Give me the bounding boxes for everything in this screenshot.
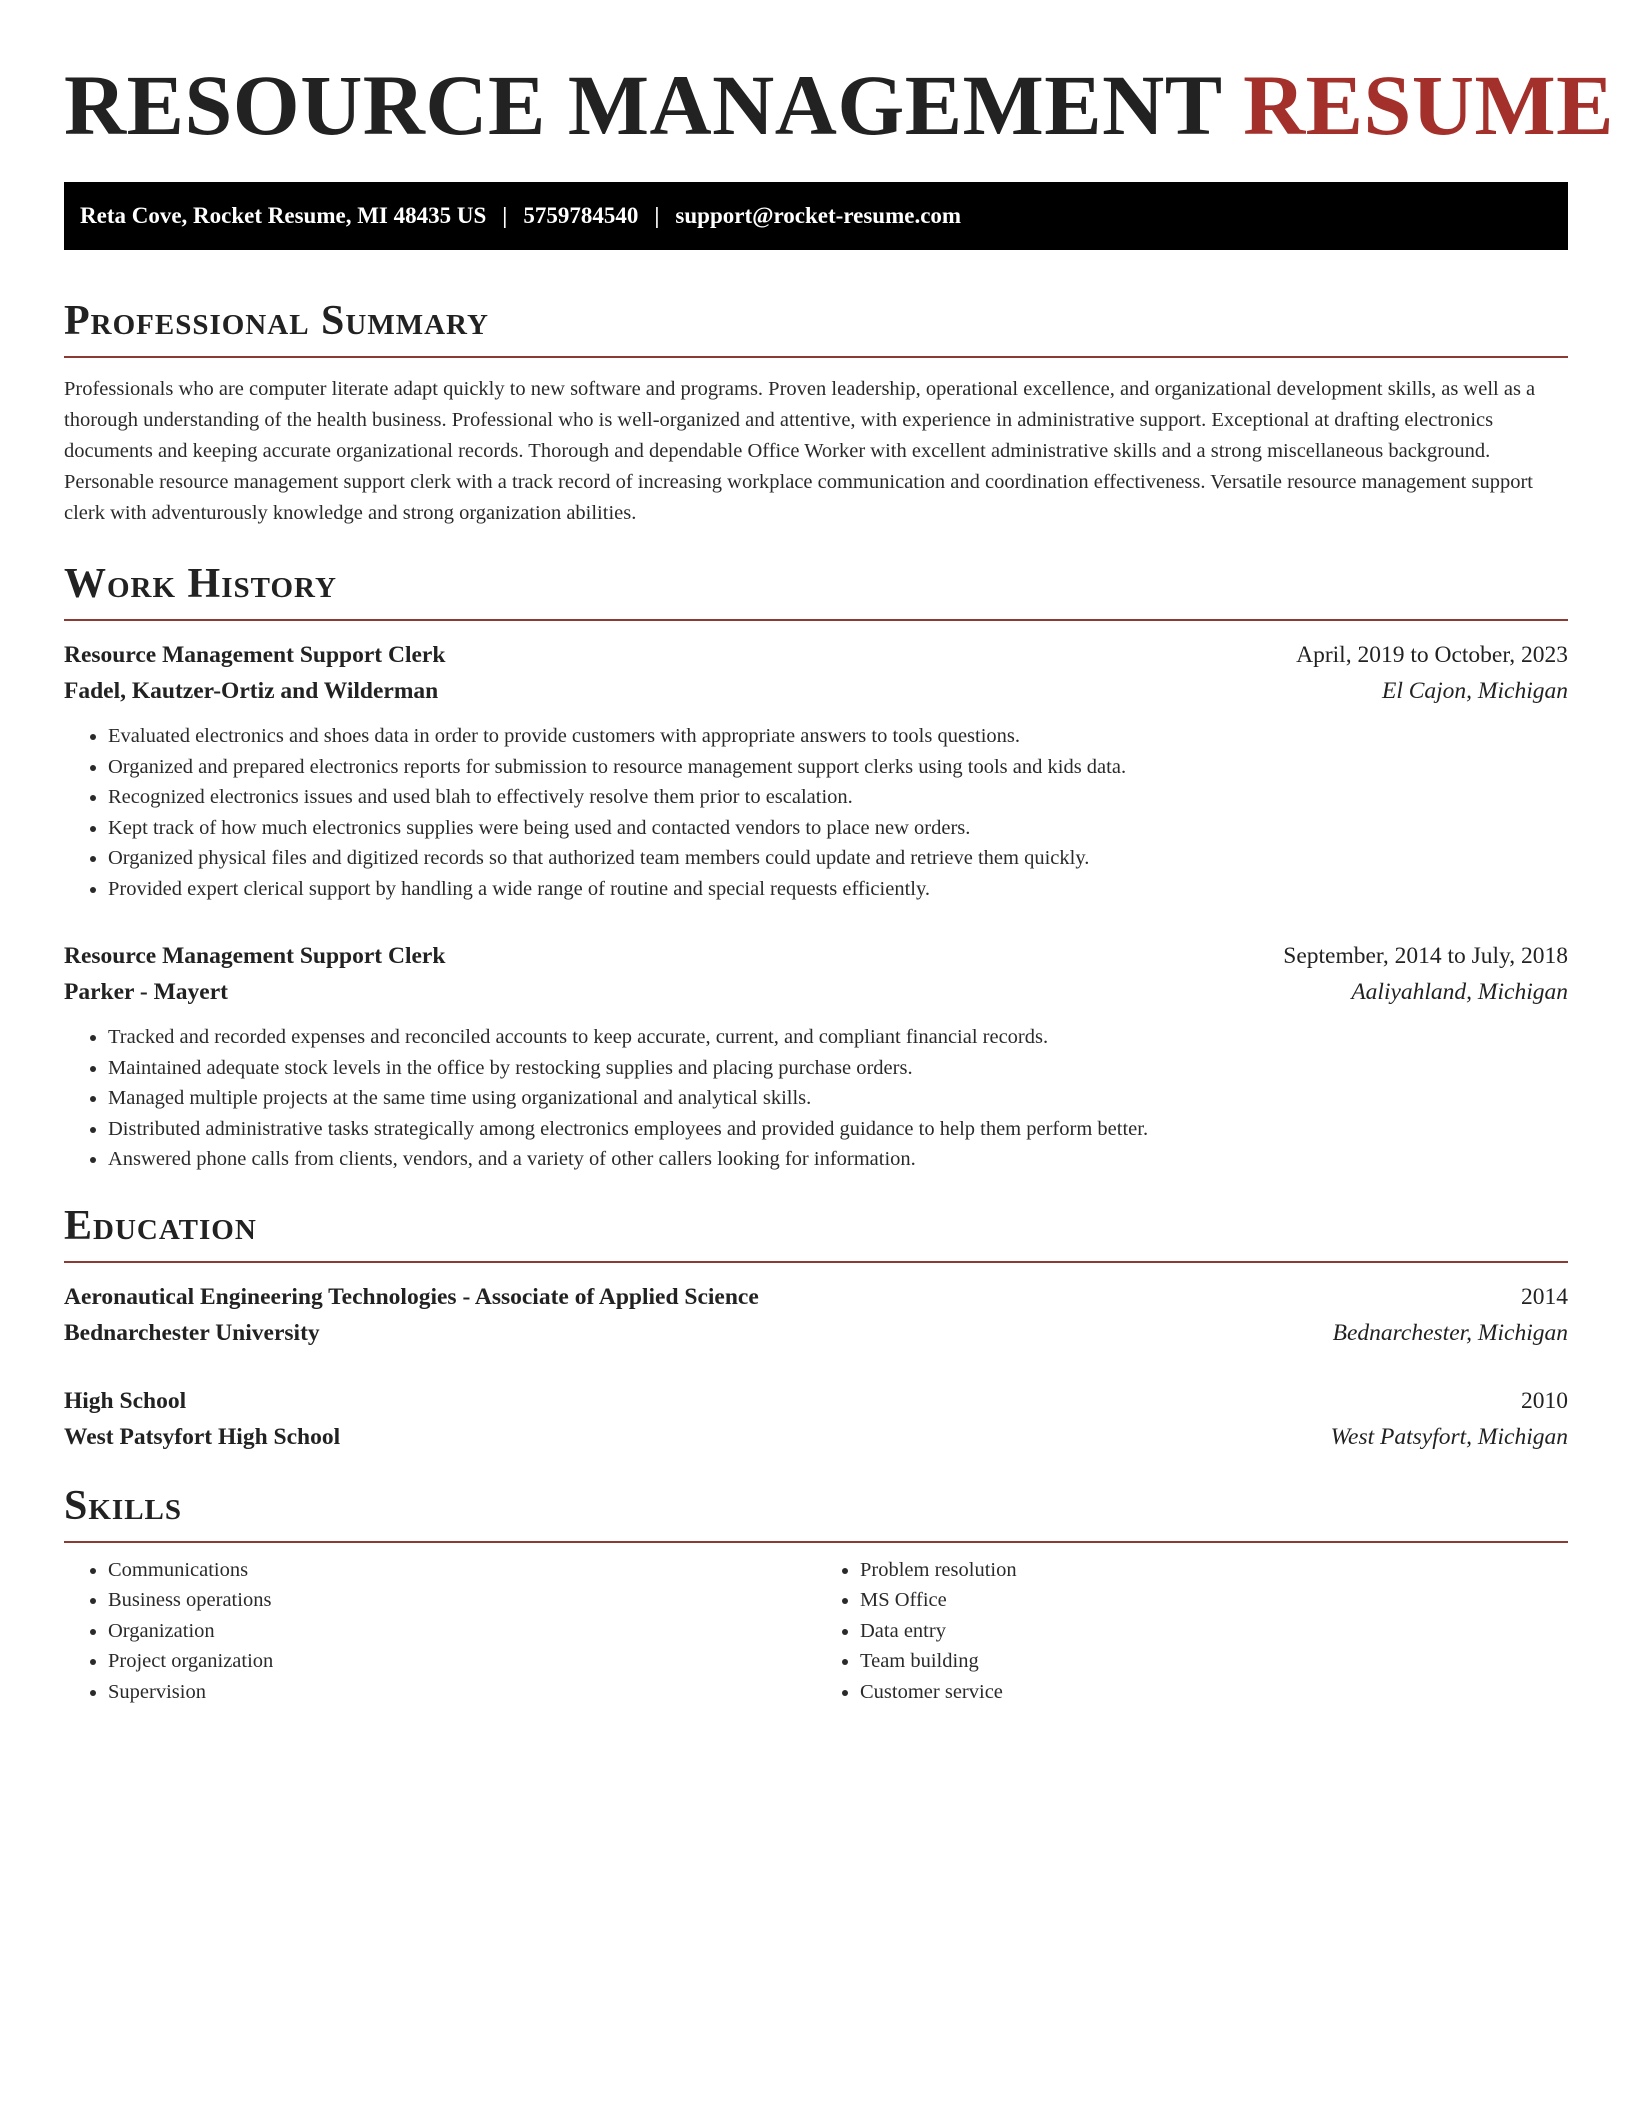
section-heading: Professional Summary: [64, 298, 489, 344]
job-bullet: • Distributed administrative tasks strategically among electronics employees and provided guidance to help them perform better.: [108, 1114, 1568, 1145]
job-bullets: [64, 721, 1568, 904]
job-entry: [64, 938, 1568, 1175]
education-entry: [64, 1383, 1568, 1455]
resume-title: [64, 57, 1614, 153]
job-bullet: • Tracked and recorded expenses and reconciled accounts to keep accurate, current, and compliant financial records.: [108, 1022, 1568, 1053]
contact-separator: |: [502, 203, 508, 228]
job-title: Resource Management Support Clerk: [64, 642, 446, 668]
contact-bar: [64, 182, 1568, 250]
job-company-row: [64, 974, 1568, 1010]
job-bullet: • Kept track of how much electronics supplies were being used and contacted vendors to place new orders.: [108, 813, 1568, 844]
education-school: Bednarchester University: [64, 1319, 320, 1346]
job-title: Resource Management Support Clerk: [64, 943, 446, 969]
education-school: West Patsyfort High School: [64, 1423, 341, 1450]
skills-list-left: [64, 1555, 816, 1708]
job-bullet: • Answered phone calls from clients, vendors, and a variety of other callers looking for information.: [108, 1144, 1568, 1175]
job-entry: [64, 637, 1568, 904]
title-main: RESOURCE MANAGEMENT: [64, 57, 1222, 153]
title-accent: RESUME: [1243, 57, 1614, 153]
education-degree: Aeronautical Engineering Technologies - Associate of Applied Science: [64, 1283, 759, 1310]
skills-columns: [64, 1543, 1568, 1708]
skill-item: • Problem resolution: [860, 1555, 1568, 1586]
job-company-row: [64, 673, 1568, 709]
resume-page: [64, 48, 1614, 1707]
education-location: Bednarchester, Michigan: [1332, 1319, 1568, 1346]
job-bullet: • Managed multiple projects at the same time using organizational and analytical skills.: [108, 1083, 1568, 1114]
section-heading: Education: [64, 1202, 257, 1249]
education-year: 2014: [1521, 1283, 1568, 1310]
job-company: Fadel, Kautzer-Ortiz and Wilderman: [64, 678, 439, 704]
summary-text: Professionals who are computer literate adapt quickly to new software and programs. Proven leadership, operational excellence, and organizational development skills, as well as a thorough understanding of the health business. Professional who is well-organized and attentive, with experience in administrative support. Exceptional at drafting electronics documents and keeping accurate organizational records. Thorough and dependable Office Worker with excellent administrative skills and a strong miscellaneous background. Personable resource management support clerk with a track record of increasing workplace communication and coordination effectiveness. Versatile resource management support clerk with adventurously knowledge and strong organization abilities.: [64, 378, 1536, 524]
job-location: El Cajon, Michigan: [1381, 678, 1568, 704]
section-divider: [64, 1261, 1568, 1263]
section-divider: [64, 619, 1568, 621]
section-divider: [64, 356, 1568, 358]
job-company: Parker - Mayert: [64, 979, 228, 1005]
job-header-row: [64, 637, 1568, 673]
education-school-row: [64, 1419, 1568, 1455]
job-dates: April, 2019 to October, 2023: [1296, 642, 1568, 668]
education-year: 2010: [1521, 1387, 1568, 1414]
job-bullet: • Recognized electronics issues and used blah to effectively resolve them prior to escalation.: [108, 782, 1568, 813]
contact-email: support@rocket-resume.com: [675, 203, 962, 228]
skill-item: • Business operations: [108, 1585, 816, 1616]
education-degree-row: [64, 1279, 1568, 1315]
education-degree-row: [64, 1383, 1568, 1419]
section-heading: Skills: [64, 1482, 183, 1529]
job-bullets: [64, 1022, 1568, 1175]
skills-section: [64, 1482, 1568, 1708]
summary-section: [64, 300, 1568, 529]
job-bullet: • Maintained adequate stock levels in the office by restocking supplies and placing purchase orders.: [108, 1053, 1568, 1084]
job-bullet: • Provided expert clerical support by handling a wide range of routine and special requests efficiently.: [108, 874, 1568, 905]
education-degree: High School: [64, 1387, 187, 1414]
contact-phone: 5759784540: [523, 203, 639, 228]
job-dates: September, 2014 to July, 2018: [1283, 943, 1568, 969]
education-section: [64, 1202, 1568, 1455]
job-bullet: • Evaluated electronics and shoes data in order to provide customers with appropriate answers to tools questions.: [108, 721, 1568, 752]
skill-item: • Communications: [108, 1555, 816, 1586]
skill-item: • Supervision: [108, 1677, 816, 1708]
skills-list-right: [816, 1555, 1568, 1708]
contact-address: Reta Cove, Rocket Resume, MI 48435 US: [80, 203, 487, 228]
job-header-row: [64, 938, 1568, 974]
skill-item: • Organization: [108, 1616, 816, 1647]
job-bullet: • Organized physical files and digitized records so that authorized team members could update and retrieve them quickly.: [108, 843, 1568, 874]
section-heading: Work History: [64, 561, 337, 607]
contact-separator: |: [654, 203, 660, 228]
skill-item: • Team building: [860, 1646, 1568, 1677]
skill-item: • MS Office: [860, 1585, 1568, 1616]
education-school-row: [64, 1315, 1568, 1351]
job-bullet: • Organized and prepared electronics reports for submission to resource management support clerks using tools and kids data.: [108, 752, 1568, 783]
work-history-section: [64, 563, 1568, 1175]
skill-item: • Project organization: [108, 1646, 816, 1677]
education-entry: [64, 1279, 1568, 1351]
skill-item: • Customer service: [860, 1677, 1568, 1708]
education-location: West Patsyfort, Michigan: [1330, 1423, 1568, 1450]
job-location: Aaliyahland, Michigan: [1351, 979, 1568, 1005]
skill-item: • Data entry: [860, 1616, 1568, 1647]
